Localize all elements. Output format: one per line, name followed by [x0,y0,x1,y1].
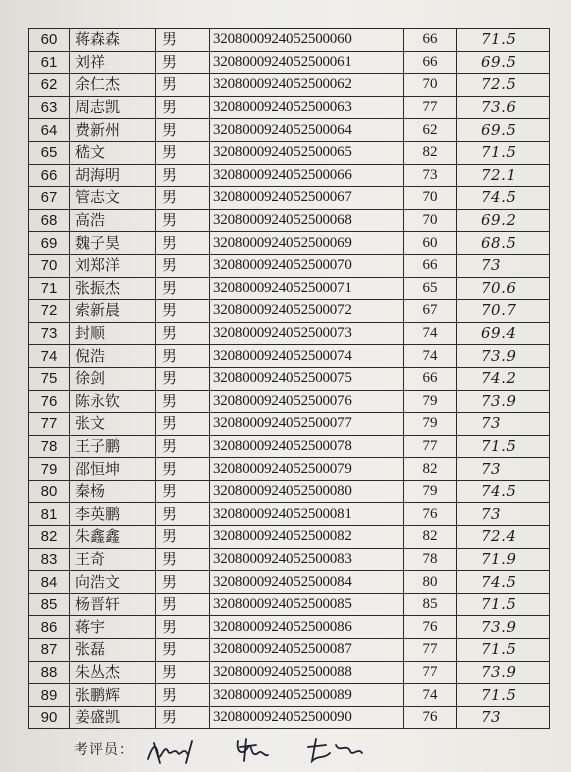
exam-id: 3208000924052500090 [210,706,404,729]
table-row [29,526,550,549]
handwritten-score: 73.9 [457,390,550,413]
student-name: 徐剑 [70,367,156,390]
gender: 男 [156,119,210,142]
handwritten-score: 69.5 [457,51,550,74]
student-name: 陈永钦 [70,390,156,413]
student-name: 嵇文 [70,141,156,164]
exam-id: 3208000924052500079 [210,458,404,481]
row-number: 84 [29,571,70,594]
row-number: 64 [29,119,70,142]
row-number: 68 [29,209,70,232]
score: 77 [404,661,457,684]
handwritten-score: 71.5 [457,141,550,164]
handwritten-score: 72.4 [457,526,550,549]
student-name: 张磊 [70,639,156,662]
exam-id: 3208000924052500076 [210,390,404,413]
score: 76 [404,616,457,639]
gender: 男 [156,164,210,187]
table-row [29,187,550,210]
score: 62 [404,119,457,142]
handwritten-score: 69.5 [457,119,550,142]
student-name: 张鹏辉 [70,684,156,707]
exam-id: 3208000924052500085 [210,593,404,616]
handwritten-score: 72.5 [457,74,550,97]
handwritten-score: 71.5 [457,435,550,458]
student-name: 倪浩 [70,345,156,368]
student-name: 魏子昊 [70,232,156,255]
score: 76 [404,503,457,526]
handwritten-score: 73.9 [457,616,550,639]
gender: 男 [156,74,210,97]
score: 70 [404,209,457,232]
score: 66 [404,29,457,52]
handwritten-score: 73.9 [457,345,550,368]
score: 77 [404,96,457,119]
gender: 男 [156,187,210,210]
table-row [29,661,550,684]
row-number: 62 [29,74,70,97]
handwritten-score: 69.2 [457,209,550,232]
student-name: 刘郑洋 [70,254,156,277]
table-row [29,503,550,526]
gender: 男 [156,661,210,684]
score: 74 [404,345,457,368]
table-row [29,413,550,436]
handwritten-score: 74.5 [457,571,550,594]
score: 70 [404,187,457,210]
exam-id: 3208000924052500067 [210,187,404,210]
student-name: 刘祥 [70,51,156,74]
gender: 男 [156,706,210,729]
exam-id: 3208000924052500082 [210,526,404,549]
row-number: 73 [29,322,70,345]
row-number: 70 [29,254,70,277]
table-row [29,435,550,458]
score: 82 [404,458,457,481]
exam-id: 3208000924052500081 [210,503,404,526]
student-name: 王奇 [70,548,156,571]
gender: 男 [156,548,210,571]
gender: 男 [156,480,210,503]
gender: 男 [156,684,210,707]
examiner-signatures [140,733,380,767]
score: 80 [404,571,457,594]
handwritten-score: 70.7 [457,300,550,323]
row-number: 81 [29,503,70,526]
table-row [29,480,550,503]
score: 78 [404,548,457,571]
gender: 男 [156,367,210,390]
handwritten-score: 70.6 [457,277,550,300]
row-number: 74 [29,345,70,368]
row-number: 67 [29,187,70,210]
exam-id: 3208000924052500060 [210,29,404,52]
handwritten-score: 73 [457,503,550,526]
table-row [29,367,550,390]
student-name: 胡海明 [70,164,156,187]
exam-id: 3208000924052500080 [210,480,404,503]
score: 70 [404,74,457,97]
table-row [29,74,550,97]
row-number: 87 [29,639,70,662]
handwritten-score: 71.5 [457,29,550,52]
exam-id: 3208000924052500061 [210,51,404,74]
student-name: 王子鹏 [70,435,156,458]
table-row [29,390,550,413]
score: 74 [404,322,457,345]
student-name: 向浩文 [70,571,156,594]
score: 82 [404,141,457,164]
exam-id: 3208000924052500069 [210,232,404,255]
gender: 男 [156,51,210,74]
gender: 男 [156,593,210,616]
row-number: 65 [29,141,70,164]
gender: 男 [156,300,210,323]
table-row [29,593,550,616]
score: 79 [404,480,457,503]
handwritten-score: 74.2 [457,367,550,390]
gender: 男 [156,29,210,52]
exam-id: 3208000924052500088 [210,661,404,684]
exam-id: 3208000924052500084 [210,571,404,594]
score: 77 [404,639,457,662]
student-name: 管志文 [70,187,156,210]
exam-id: 3208000924052500071 [210,277,404,300]
handwritten-score: 71.9 [457,548,550,571]
exam-id: 3208000924052500078 [210,435,404,458]
student-name: 索新晨 [70,300,156,323]
exam-id: 3208000924052500086 [210,616,404,639]
table-row [29,51,550,74]
row-number: 76 [29,390,70,413]
exam-id: 3208000924052500062 [210,74,404,97]
gender: 男 [156,503,210,526]
gender: 男 [156,254,210,277]
exam-id: 3208000924052500087 [210,639,404,662]
row-number: 90 [29,706,70,729]
score: 66 [404,254,457,277]
student-name: 张振杰 [70,277,156,300]
exam-id: 3208000924052500072 [210,300,404,323]
table-row [29,254,550,277]
table-row [29,345,550,368]
student-name: 费新州 [70,119,156,142]
gender: 男 [156,616,210,639]
row-number: 72 [29,300,70,323]
gender: 男 [156,571,210,594]
score: 74 [404,684,457,707]
row-number: 75 [29,367,70,390]
handwritten-score: 74.5 [457,480,550,503]
score: 79 [404,413,457,436]
row-number: 79 [29,458,70,481]
row-number: 66 [29,164,70,187]
handwritten-score: 71.5 [457,593,550,616]
row-number: 89 [29,684,70,707]
handwritten-score: 73 [457,706,550,729]
gender: 男 [156,141,210,164]
table-row [29,548,550,571]
student-name: 朱鑫鑫 [70,526,156,549]
gender: 男 [156,526,210,549]
student-name: 邵恒坤 [70,458,156,481]
handwritten-score: 73 [457,413,550,436]
exam-id: 3208000924052500068 [210,209,404,232]
row-number: 88 [29,661,70,684]
exam-id: 3208000924052500066 [210,164,404,187]
score-table-body [29,29,550,729]
table-row [29,458,550,481]
examiner-label: 考评员： [74,742,134,758]
handwritten-score: 72.1 [457,164,550,187]
exam-id: 3208000924052500065 [210,141,404,164]
table-row [29,119,550,142]
row-number: 60 [29,29,70,52]
score: 66 [404,51,457,74]
row-number: 71 [29,277,70,300]
row-number: 86 [29,616,70,639]
handwritten-score: 73 [457,254,550,277]
handwritten-score: 68.5 [457,232,550,255]
gender: 男 [156,390,210,413]
table-row [29,300,550,323]
score: 65 [404,277,457,300]
exam-id: 3208000924052500077 [210,413,404,436]
exam-id: 3208000924052500074 [210,345,404,368]
table-row [29,232,550,255]
score: 79 [404,390,457,413]
exam-id: 3208000924052500083 [210,548,404,571]
table-row [29,277,550,300]
student-name: 姜盛凯 [70,706,156,729]
student-name: 余仁杰 [70,74,156,97]
table-row [29,571,550,594]
row-number: 77 [29,413,70,436]
row-number: 82 [29,526,70,549]
student-name: 朱丛杰 [70,661,156,684]
row-number: 61 [29,51,70,74]
score: 77 [404,435,457,458]
handwritten-score: 73.9 [457,661,550,684]
score-table [28,28,550,729]
gender: 男 [156,639,210,662]
score: 82 [404,526,457,549]
table-row [29,322,550,345]
score: 60 [404,232,457,255]
table-row [29,96,550,119]
student-name: 高浩 [70,209,156,232]
gender: 男 [156,96,210,119]
student-name: 张文 [70,413,156,436]
row-number: 83 [29,548,70,571]
gender: 男 [156,413,210,436]
table-row [29,639,550,662]
exam-id: 3208000924052500063 [210,96,404,119]
handwritten-score: 71.5 [457,639,550,662]
table-row [29,209,550,232]
student-name: 蒋森森 [70,29,156,52]
gender: 男 [156,458,210,481]
row-number: 63 [29,96,70,119]
handwritten-score: 74.5 [457,187,550,210]
gender: 男 [156,232,210,255]
table-row [29,684,550,707]
exam-id: 3208000924052500089 [210,684,404,707]
student-name: 周志凯 [70,96,156,119]
table-row [29,616,550,639]
handwritten-score: 69.4 [457,322,550,345]
exam-id: 3208000924052500070 [210,254,404,277]
table-row [29,29,550,52]
score: 85 [404,593,457,616]
student-name: 李英鹏 [70,503,156,526]
row-number: 69 [29,232,70,255]
handwritten-score: 71.5 [457,684,550,707]
row-number: 80 [29,480,70,503]
gender: 男 [156,209,210,232]
score: 67 [404,300,457,323]
table-row [29,706,550,729]
gender: 男 [156,345,210,368]
score: 73 [404,164,457,187]
row-number: 78 [29,435,70,458]
handwritten-score: 73.6 [457,96,550,119]
score: 66 [404,367,457,390]
gender: 男 [156,435,210,458]
gender: 男 [156,277,210,300]
gender: 男 [156,322,210,345]
student-name: 蒋宇 [70,616,156,639]
exam-id: 3208000924052500073 [210,322,404,345]
exam-id: 3208000924052500075 [210,367,404,390]
row-number: 85 [29,593,70,616]
table-row [29,141,550,164]
exam-id: 3208000924052500064 [210,119,404,142]
table-row [29,164,550,187]
handwritten-score: 73 [457,458,550,481]
student-name: 杨晋轩 [70,593,156,616]
student-name: 封顺 [70,322,156,345]
student-name: 秦杨 [70,480,156,503]
score: 76 [404,706,457,729]
